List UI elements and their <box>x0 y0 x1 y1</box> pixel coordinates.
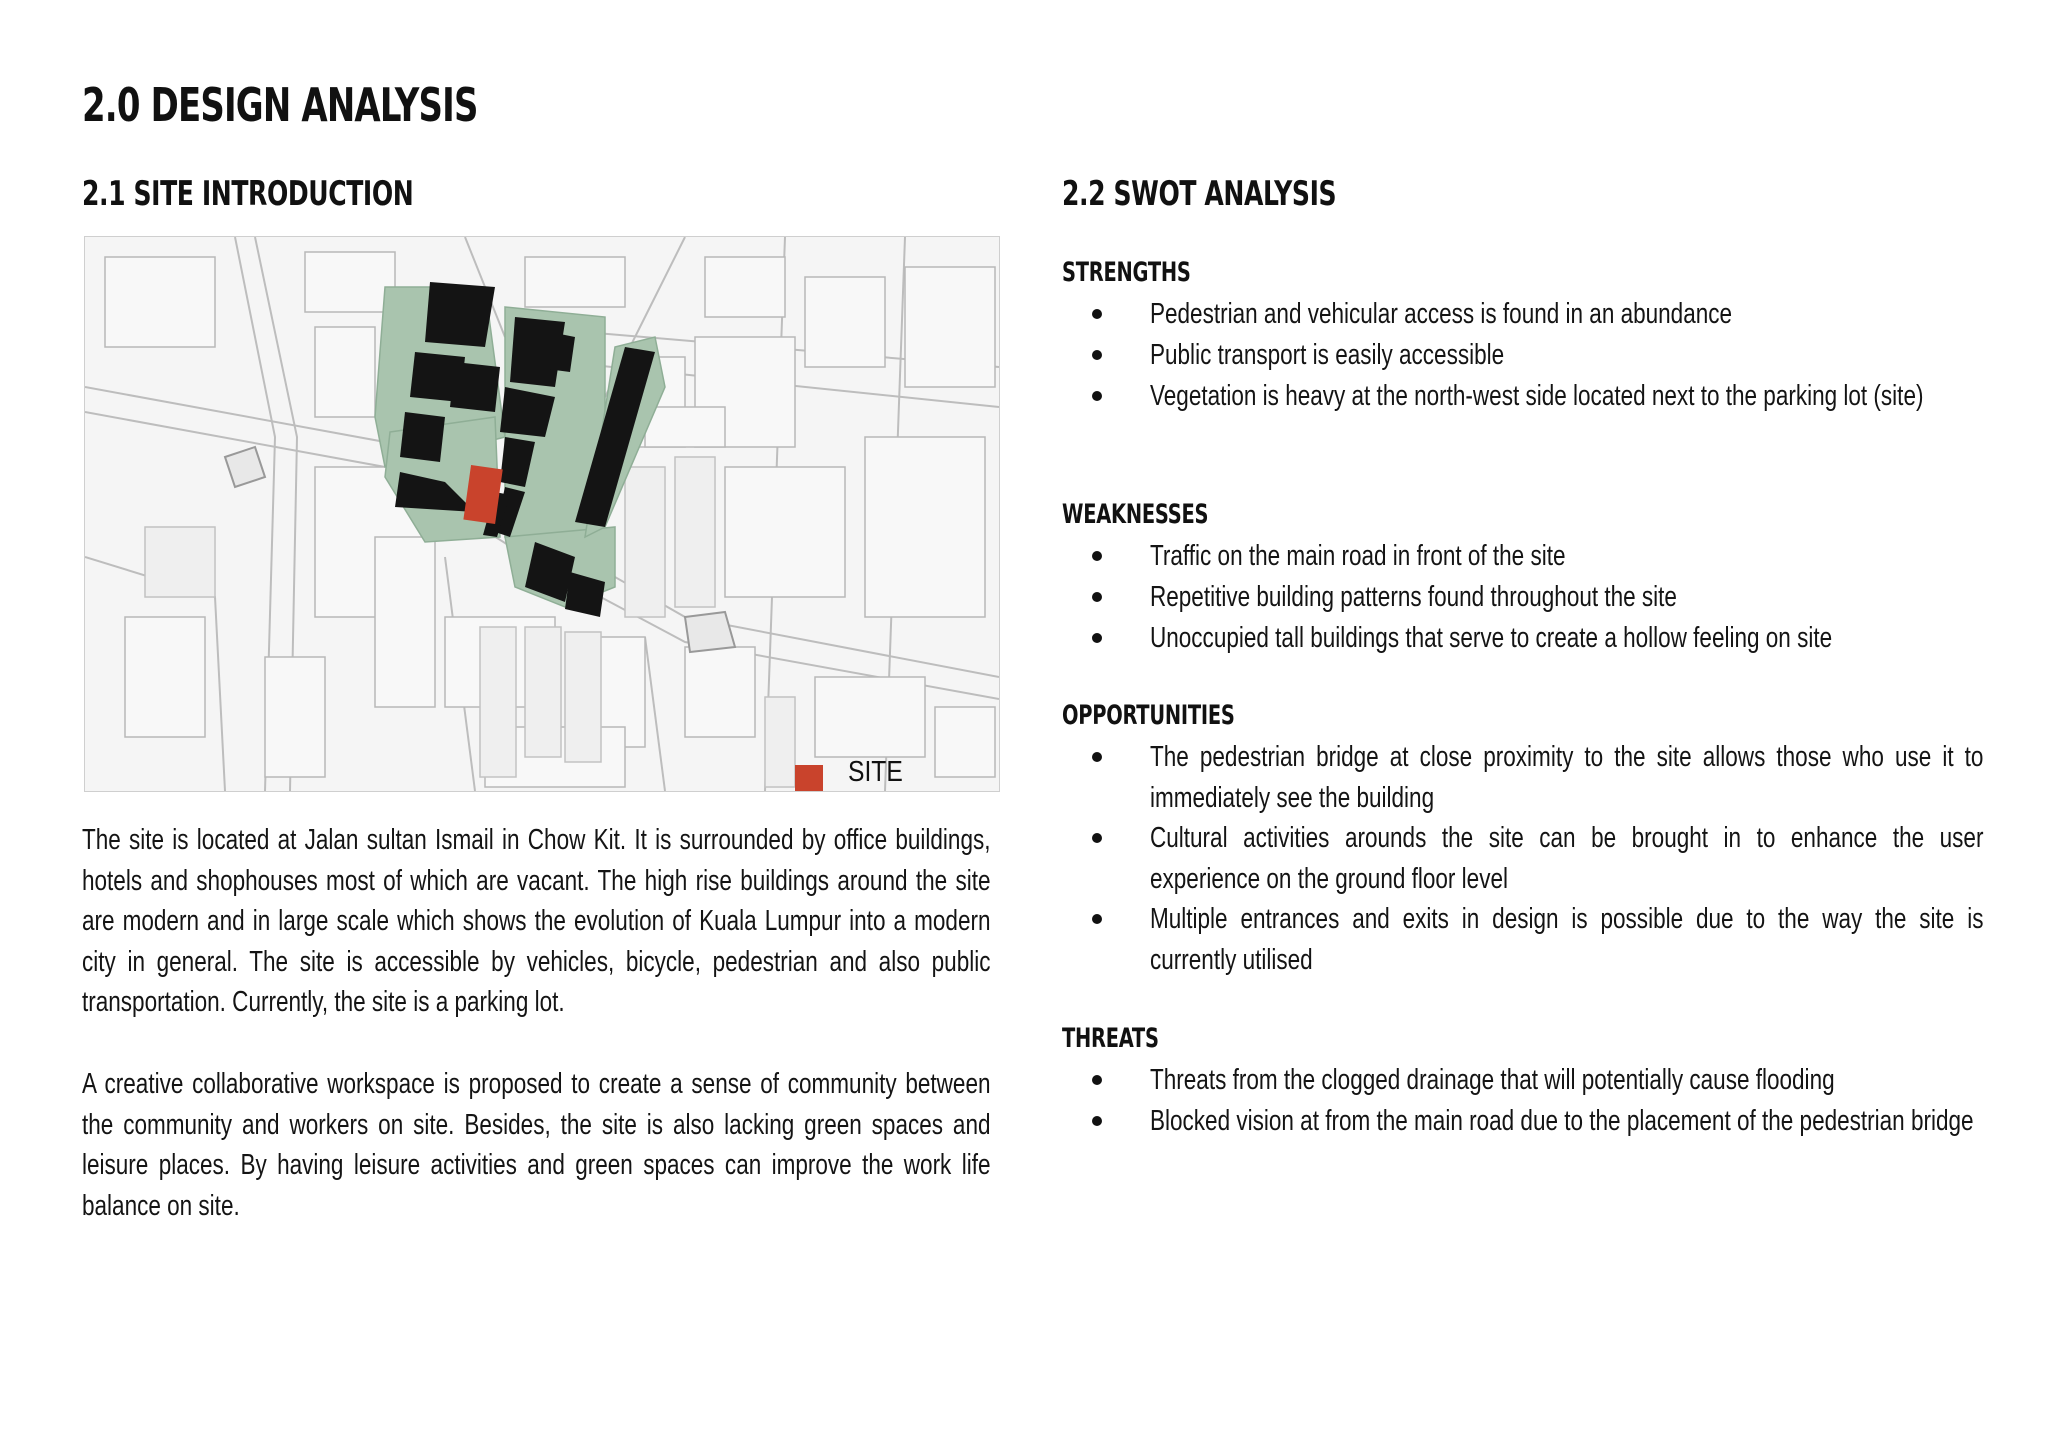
weaknesses-list <box>1062 536 1982 659</box>
site-map <box>84 236 1000 792</box>
bullet-icon <box>1092 833 1102 843</box>
list-item: Pedestrian and vehicular access is found in an abundance <box>1062 294 1982 335</box>
list-item: Public transport is easily accessible <box>1062 335 1982 376</box>
bullet-icon <box>1092 309 1102 319</box>
list-item: Threats from the clogged drainage that will potentially cause flooding <box>1062 1060 1982 1101</box>
list-item: Traffic on the main road in front of the site <box>1062 536 1982 577</box>
list-item: Blocked vision at from the main road due to the placement of the pedestrian bridge <box>1062 1101 1982 1142</box>
proposal-paragraph: A creative collaborative workspace is proposed to create a sense of community between the community and workers on site. Besides, the site is also lacking green spaces and leisure places. By having leisure activities and green spaces can improve the work life balance on site. <box>82 1068 991 1222</box>
bullet-icon <box>1092 391 1102 401</box>
threats-heading: THREATS <box>1062 1023 1159 1054</box>
bullet-icon <box>1092 551 1102 561</box>
list-item: Vegetation is heavy at the north-west side located next to the parking lot (site) <box>1062 376 1982 417</box>
list-item: Cultural activities arounds the site can be brought in to enhance the user experience on the ground floor level <box>1062 818 1982 899</box>
bullet-icon <box>1092 1075 1102 1085</box>
bullet-icon <box>1092 633 1102 643</box>
strengths-list <box>1062 294 1982 417</box>
swot-analysis-heading: 2.2 SWOT ANALYSIS <box>1062 174 1337 214</box>
bullet-icon <box>1092 592 1102 602</box>
site-description-paragraph: The site is located at Jalan sultan Ismail in Chow Kit. It is surrounded by office buildings, hotels and shophouses most of which are vacant. The high rise buildings around the site are modern and in large scale which shows the evolution of Kuala Lumpur into a modern city in general. The site is accessible by vehicles, bicycle, pedestrian and also public transportation. Currently, the site is a parking lot. <box>82 824 991 1018</box>
bullet-icon <box>1092 350 1102 360</box>
page-title: 2.0 DESIGN ANALYSIS <box>82 78 478 132</box>
list-item: Unoccupied tall buildings that serve to create a hollow feeling on site <box>1062 618 1982 659</box>
bullet-icon <box>1092 1116 1102 1126</box>
bullet-icon <box>1092 914 1102 924</box>
strengths-heading: STRENGTHS <box>1062 257 1191 288</box>
bullet-icon <box>1092 752 1102 762</box>
threats-list <box>1062 1060 1982 1142</box>
opportunities-list <box>1062 737 1982 980</box>
list-item: Repetitive building patterns found throughout the site <box>1062 577 1982 618</box>
list-item: Multiple entrances and exits in design is possible due to the way the site is currently utilised <box>1062 899 1982 980</box>
site-legend-label: SITE <box>848 756 903 788</box>
site-introduction-heading: 2.1 SITE INTRODUCTION <box>82 174 414 214</box>
list-item: The pedestrian bridge at close proximity to the site allows those who use it to immediately see the building <box>1062 737 1982 818</box>
site-legend-swatch <box>795 765 823 791</box>
opportunities-heading: OPPORTUNITIES <box>1062 700 1235 731</box>
weaknesses-heading: WEAKNESSES <box>1062 499 1209 530</box>
